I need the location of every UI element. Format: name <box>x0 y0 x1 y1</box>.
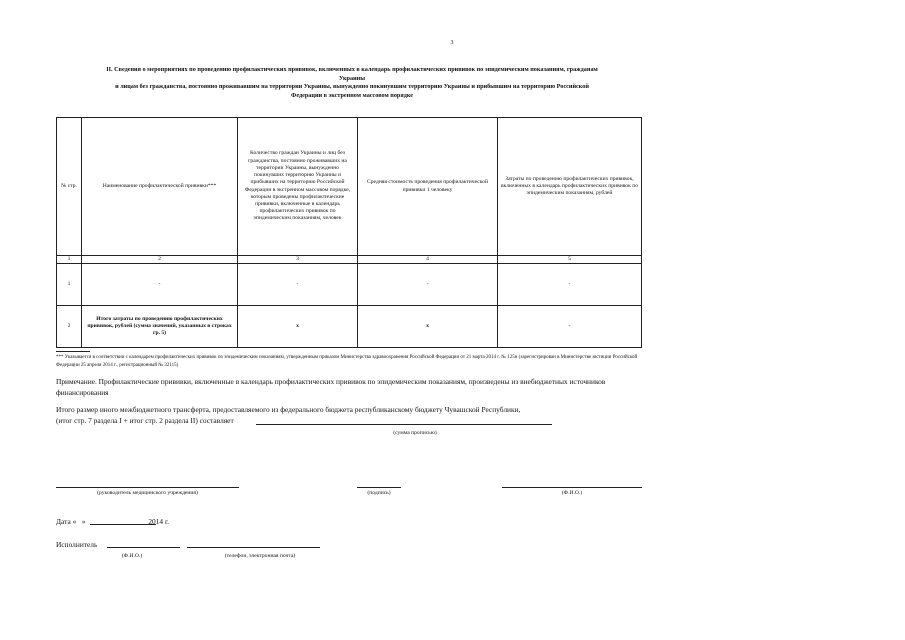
total-label-cell: Итого затраты по проведению профилактических прививок, рублей (сумма значений, указанных в строках гр. 5) <box>82 306 238 348</box>
table-row <box>57 264 642 306</box>
column-number: 3 <box>238 256 358 264</box>
head-caption: (руководитель медицинского учреждения) <box>97 490 198 496</box>
vaccination-table <box>56 117 642 348</box>
table-cell: 2 <box>57 306 82 348</box>
column-numbers-row <box>57 256 642 264</box>
title-line: Федерации в экстренном массовом порядке <box>291 91 413 99</box>
table-cell: - <box>238 264 358 306</box>
header-cell-row-number: № стр. <box>57 118 82 256</box>
title-line: II. Сведения о мероприятиях по проведению профилактических прививок, включенных в календарь профилактических прививок по эпидемическим показаниям, гражданам <box>106 66 598 73</box>
signature-line <box>357 487 401 488</box>
signature-caption: (подпись) <box>367 490 391 496</box>
header-cell-vaccination-name: Наименование профилактической прививки*** <box>82 118 238 256</box>
total-line-2: (итог стр. 7 раздела I + итог стр. 2 раздела II) составляет <box>56 416 234 425</box>
table-row-total <box>57 306 642 348</box>
title-line: Украины <box>338 74 366 82</box>
executor-phone-caption: (телефон, электронная почта) <box>224 553 296 559</box>
executor-phone-line <box>187 547 320 548</box>
note-text: Примечание. Профилактические прививки, включенные в календарь профилактических прививок по эпидемическим показаниям, произведены из внебюджетных источников финансирования <box>56 377 606 397</box>
amount-in-words-caption: (сумма прописью) <box>393 430 437 436</box>
column-number: 2 <box>82 256 238 264</box>
table-cell: - <box>498 264 642 306</box>
table-cell: - <box>82 264 238 306</box>
column-number: 4 <box>358 256 498 264</box>
header-cell-people-count: Количество граждан Украины и лиц без гражданства, постоянно проживавших на территории Украины, вынужденно покинувших территорию Украины и прибывших на территорию Российской Федерации в экстренном массовом порядке, которым проведены профилактические прививки, включенные в календарь профилактических прививок по эпидемическим показаниям, человек <box>238 118 358 256</box>
page-number: 3 <box>450 40 454 46</box>
head-signature-line <box>56 487 239 488</box>
section-title <box>58 66 646 100</box>
date-underline <box>90 524 156 525</box>
amount-in-words-line <box>256 424 552 425</box>
column-number: 5 <box>498 256 642 264</box>
executor-fio-line <box>107 547 180 548</box>
table-cell: x <box>238 306 358 348</box>
executor-label: Исполнитель <box>56 540 98 549</box>
header-cell-expenses: Затраты по проведению профилактических прививок, включенных в календарь профилактических прививок по эпидемическим показаниям, рублей <box>498 118 642 256</box>
table-cell: - <box>358 264 498 306</box>
title-line: и лицам без гражданства, постоянно проживавшим на территории Украины, вынужденно покинувшим территорию Украины и прибывшим на территорию Российской <box>115 83 589 91</box>
footnote: *** Указывается в соответствии с календарем профилактических прививок по эпидемическим показаниям, утвержденным приказом Министерства здравоохранения Российской Федерации от 21 марта 2014 г. № 125н (зарегистрирован в Министерстве юстиции Российской Федерации 25 апреля 2014 г., регистрационный № 32115) <box>56 355 638 368</box>
table-header-row <box>57 118 642 256</box>
column-number: 1 <box>57 256 82 264</box>
total-line-1: Итого размер иного межбюджетного трансферта, предоставляемого из федерального бюджета республиканскому бюджету Чувашской Республики, <box>56 405 521 414</box>
table-cell: - <box>498 306 642 348</box>
fio-signature-line <box>502 487 642 488</box>
executor-fio-caption: (Ф.И.О.) <box>121 553 143 559</box>
date-field: Дата « » 2014 г. <box>56 517 170 526</box>
header-cell-average-cost: Средняя стоимость проведения профилактической прививки 1 человеку <box>358 118 498 256</box>
table-cell: x <box>358 306 498 348</box>
table-cell: 1 <box>57 264 82 306</box>
total-transfer-text <box>56 404 641 426</box>
footnote-divider <box>56 351 90 352</box>
fio-caption: (Ф.И.О.) <box>561 490 583 496</box>
